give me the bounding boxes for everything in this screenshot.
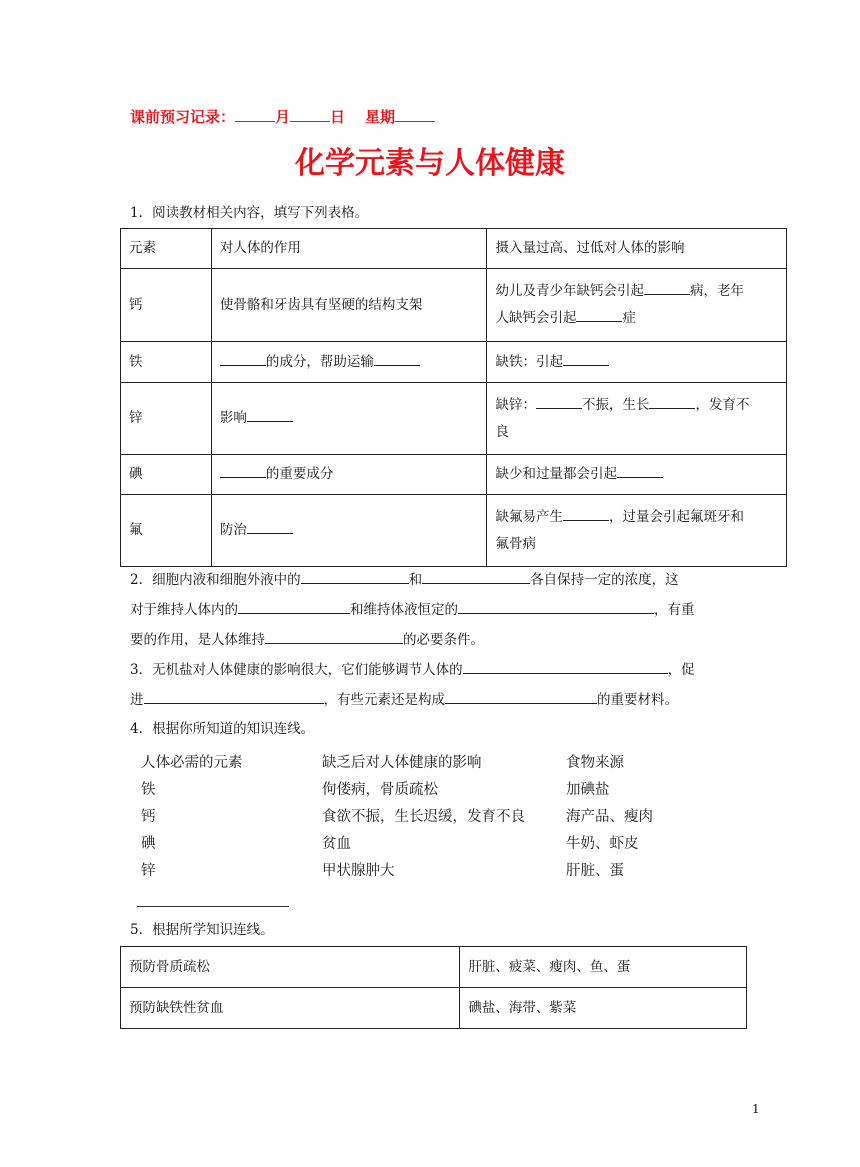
- q1-table: [120, 228, 787, 567]
- page-number: 1: [752, 1102, 760, 1116]
- col-header-effects: 缺乏后对人体健康的影响: [322, 755, 482, 771]
- q4-instruction: 4．根据你所知道的知识连线。: [130, 721, 315, 737]
- header-cell: 摄入量过高、过低对人体的影响: [487, 229, 787, 269]
- fill-blank[interactable]: [536, 394, 582, 409]
- fill-blank[interactable]: [247, 407, 293, 422]
- food-cell[interactable]: 肝脏、疲菜、瘦肉、鱼、蛋: [460, 947, 747, 988]
- day-blank[interactable]: [290, 107, 330, 122]
- fill-blank[interactable]: [563, 506, 609, 521]
- effect-cell: 缺少和过量都会引起: [487, 455, 787, 495]
- fill-blank[interactable]: [458, 599, 654, 614]
- effect-item[interactable]: 佝偻病，骨质疏松: [322, 782, 438, 798]
- month-blank[interactable]: [235, 107, 275, 122]
- table-header-row: [121, 229, 787, 269]
- q3-line1: 3．无机盐对人体健康的影响很大，它们能够调节人体的 ，促: [130, 658, 695, 678]
- effect-cell: 幼儿及青少年缺钙会引起 病，老年 人缺钙会引起 症: [487, 269, 787, 342]
- col-header-foods: 食物来源: [566, 755, 624, 771]
- effect-cell: 缺铁：引起: [487, 342, 787, 383]
- q2-line3: 要的作用，是人体维持 的必要条件。: [130, 628, 484, 648]
- element-cell: 钙: [121, 269, 212, 342]
- element-cell: 铁: [121, 342, 212, 383]
- weekday-blank[interactable]: [395, 107, 435, 122]
- header-cell: 元素: [121, 229, 212, 269]
- q1-instruction: 1．阅读教材相关内容，填写下列表格。: [130, 205, 369, 221]
- role-cell: 的重要成分: [211, 455, 487, 495]
- fill-blank[interactable]: [220, 351, 266, 366]
- effect-item[interactable]: 贫血: [322, 836, 351, 852]
- q2-line2: 对于维持人体内的 和维持体液恒定的 ，有重: [130, 598, 695, 618]
- table-row: [121, 383, 787, 455]
- col-header-elements: 人体必需的元素: [141, 755, 243, 771]
- table-row: [121, 455, 787, 495]
- fill-blank[interactable]: [144, 689, 324, 704]
- food-item[interactable]: 加碘盐: [566, 782, 610, 798]
- header-cell: 对人体的作用: [211, 229, 487, 269]
- element-item[interactable]: 铁: [141, 782, 156, 798]
- fill-blank[interactable]: [563, 351, 609, 366]
- preview-record-line: [130, 106, 435, 127]
- q5-table: [120, 946, 747, 1029]
- q2-line1: 2．细胞内液和细胞外液中的 和 各自保持一定的浓度，这: [130, 568, 679, 588]
- role-cell: 的成分，帮助运输: [211, 342, 487, 383]
- fill-blank[interactable]: [649, 394, 695, 409]
- fill-blank[interactable]: [617, 463, 663, 478]
- effect-cell: 缺氟易产生 ，过量会引起氟斑牙和 氟骨病: [487, 495, 787, 567]
- fill-blank[interactable]: [220, 463, 266, 478]
- role-cell: 使骨骼和牙齿具有坚硬的结构支架: [211, 269, 487, 342]
- fill-blank[interactable]: [247, 519, 293, 534]
- fill-blank[interactable]: [238, 599, 350, 614]
- weekday-label: 星期: [365, 108, 396, 126]
- food-item[interactable]: 肝脏、蛋: [566, 863, 624, 879]
- fill-blank[interactable]: [422, 569, 530, 584]
- page-title: 化学元素与人体健康: [295, 146, 565, 181]
- preview-record-label: 课前预习记录：: [130, 108, 236, 126]
- food-item[interactable]: 牛奶、虾皮: [566, 836, 639, 852]
- food-cell[interactable]: 碘盐、海带、紫菜: [460, 988, 747, 1029]
- food-item[interactable]: 海产品、瘦肉: [566, 809, 653, 825]
- fill-blank[interactable]: [445, 689, 597, 704]
- element-cell: 锌: [121, 383, 212, 455]
- fill-blank[interactable]: [374, 351, 420, 366]
- role-cell: 防治: [211, 495, 487, 567]
- table-row: [121, 342, 787, 383]
- q3-line2: 进 ，有些元素还是构成 的重要材料。: [130, 688, 678, 708]
- q5-instruction: 5．根据所学知识连线。: [130, 922, 274, 938]
- prevention-cell[interactable]: 预防骨质疏松: [121, 947, 460, 988]
- role-cell: 影响: [211, 383, 487, 455]
- divider-rule: [137, 906, 289, 907]
- fill-blank[interactable]: [301, 569, 409, 584]
- fill-blank[interactable]: [576, 307, 622, 322]
- element-item[interactable]: 钙: [141, 809, 156, 825]
- element-item[interactable]: 碘: [141, 836, 156, 852]
- effect-item[interactable]: 甲状腺肿大: [322, 863, 395, 879]
- effect-cell: 缺锌： 不振，生长 ，发育不 良: [487, 383, 787, 455]
- fill-blank[interactable]: [265, 629, 403, 644]
- month-label: 月: [275, 108, 291, 126]
- effect-item[interactable]: 食欲不振，生长迟缓，发育不良: [322, 809, 525, 825]
- table-row: [121, 988, 747, 1029]
- day-label: 日: [330, 108, 346, 126]
- table-row: [121, 947, 747, 988]
- element-cell: 碘: [121, 455, 212, 495]
- table-row: [121, 269, 787, 342]
- element-item[interactable]: 锌: [141, 863, 156, 879]
- table-row: [121, 495, 787, 567]
- prevention-cell[interactable]: 预防缺铁性贫血: [121, 988, 460, 1029]
- fill-blank[interactable]: [644, 280, 690, 295]
- element-cell: 氟: [121, 495, 212, 567]
- fill-blank[interactable]: [463, 659, 668, 674]
